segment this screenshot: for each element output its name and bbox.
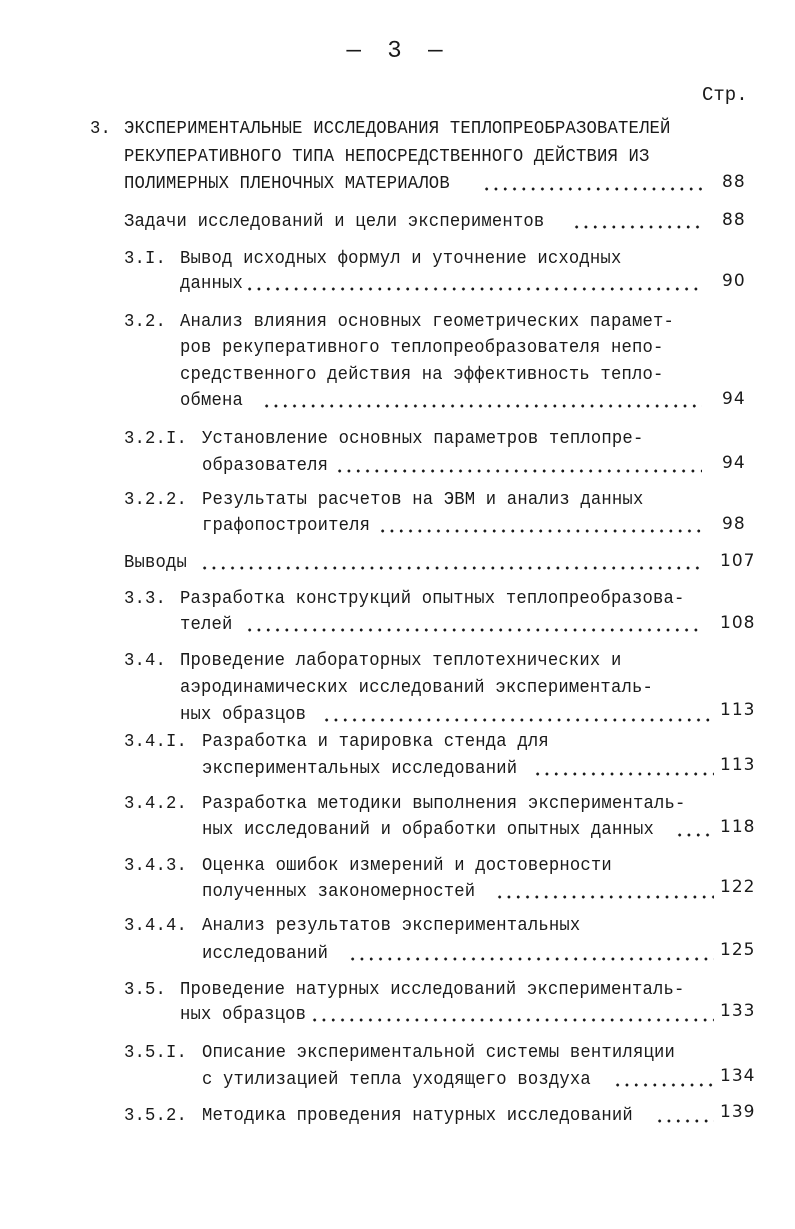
toc-text-line: данных (180, 273, 244, 294)
toc-label: 3.5.I. (124, 1042, 188, 1063)
toc-label: 3.2.I. (124, 428, 188, 449)
toc-label: 3.I. (124, 248, 167, 269)
toc-text-line: ных исследований и обработки опытных данных (202, 819, 654, 840)
toc-text-line: Анализ результатов экспериментальных (202, 915, 581, 936)
toc-page-number: 118 (720, 817, 756, 837)
toc-label: 3.2.2. (124, 489, 188, 510)
dot-leader (348, 957, 714, 961)
toc-page-number: 122 (720, 877, 756, 897)
toc-text-line: Установление основных параметров теплопре- (202, 428, 644, 449)
toc-text-line: ных образцов (180, 704, 307, 725)
dot-leader (533, 772, 714, 776)
toc-page-number: 90 (722, 271, 746, 291)
dot-leader (200, 566, 702, 570)
dot-leader (613, 1083, 714, 1087)
toc-page-number: 107 (720, 551, 756, 571)
toc-text-line: аэродинамических исследований эксперименталь- (180, 677, 653, 698)
page-column-header: Стр. (702, 84, 748, 106)
dot-leader (262, 404, 702, 408)
toc-page-number: 88 (722, 172, 746, 192)
toc-text-line: Результаты расчетов на ЭВМ и анализ данных (202, 489, 644, 510)
toc-page-number: 113 (720, 755, 756, 775)
toc-page-number: 88 (722, 210, 746, 230)
toc-page-number: 134 (720, 1066, 756, 1086)
toc-text-line: обмена (180, 390, 244, 411)
toc-label: 3.4.2. (124, 793, 188, 814)
toc-text-line: графопостроителя (202, 515, 371, 536)
toc-label: 3.4.I. (124, 731, 188, 752)
dot-leader (245, 628, 702, 632)
toc-page-number: 133 (720, 1001, 756, 1021)
toc-text-line: Описание экспериментальной системы вентиляции (202, 1042, 675, 1063)
toc-label: 3. (90, 118, 112, 139)
toc-text-line: Разработка и тарировка стенда для (202, 731, 549, 752)
toc-text-line: экспериментальных исследований (202, 758, 518, 779)
toc-text-line: Проведение натурных исследований эксперименталь- (180, 979, 685, 1000)
toc-label: 3.4.4. (124, 915, 188, 936)
toc-label: 3.2. (124, 311, 167, 332)
dot-leader (310, 1018, 714, 1022)
toc-page-number: 139 (720, 1102, 756, 1122)
toc-text-line: Разработка конструкций опытных теплопреобразова- (180, 588, 685, 609)
toc-text-line: ров рекуперативного теплопреобразователя непо- (180, 337, 664, 358)
toc-text-line: Методика проведения натурных исследований (202, 1105, 633, 1126)
toc-text-line: Вывод исходных формул и уточнение исходных (180, 248, 622, 269)
dot-leader (322, 718, 714, 722)
toc-label: 3.3. (124, 588, 167, 609)
toc-text-line: Проведение лабораторных теплотехнических и (180, 650, 622, 671)
dot-leader (335, 469, 702, 473)
toc-page-number: 94 (722, 389, 746, 409)
toc-label: 3.5. (124, 979, 167, 1000)
toc-text-line: образователя (202, 455, 329, 476)
toc-text-line: с утилизацией тепла уходящего воздуха (202, 1069, 591, 1090)
dot-leader (675, 833, 714, 837)
dot-leader (378, 529, 702, 533)
toc-label: 3.4. (124, 650, 167, 671)
page-number: — 3 — (346, 38, 449, 65)
toc-text-line: Оценка ошибок измерений и достоверности (202, 855, 612, 876)
toc-text-line: средственного действия на эффективность тепло- (180, 364, 664, 385)
toc-page-number: 94 (722, 453, 746, 473)
toc-text-line: ПОЛИМЕРНЫХ ПЛЕНОЧНЫХ МАТЕРИАЛОВ (124, 173, 450, 194)
dot-leader (495, 895, 714, 899)
dot-leader (245, 287, 702, 291)
toc-text-line: ЭКСПЕРИМЕНТАЛЬНЫЕ ИССЛЕДОВАНИЯ ТЕПЛОПРЕОБРАЗОВАТЕЛЕЙ (124, 118, 671, 139)
toc-text-line: Задачи исследований и цели экспериментов (124, 211, 545, 232)
toc-text-line: РЕКУПЕРАТИВНОГО ТИПА НЕПОСРЕДСТВЕННОГО ДЕЙСТВИЯ ИЗ (124, 146, 650, 167)
toc-page-number: 98 (722, 514, 746, 534)
toc-text-line: полученных закономерностей (202, 881, 476, 902)
dot-leader (655, 1119, 714, 1123)
toc-label: 3.4.3. (124, 855, 188, 876)
toc-page-number: 125 (720, 940, 756, 960)
toc-text-line: Выводы (124, 552, 188, 573)
toc-text-line: Анализ влияния основных геометрических парамет- (180, 311, 675, 332)
toc-text-line: ных образцов (180, 1004, 307, 1025)
toc-text-line: исследований (202, 943, 329, 964)
toc-page-number: 113 (720, 700, 756, 720)
toc-text-line: Разработка методики выполнения эксперименталь- (202, 793, 686, 814)
toc-text-line: телей (180, 614, 233, 635)
dot-leader (482, 187, 702, 191)
toc-page-number: 108 (720, 613, 756, 633)
toc-label: 3.5.2. (124, 1105, 188, 1126)
dot-leader (572, 225, 702, 229)
